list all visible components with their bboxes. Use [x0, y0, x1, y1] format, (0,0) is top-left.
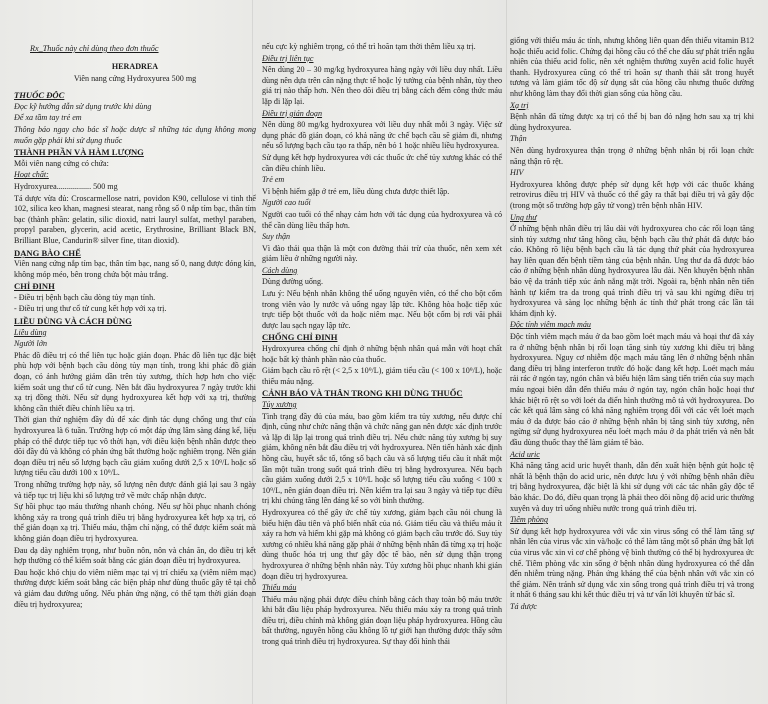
elderly-text: Người cao tuổi có thể nhạy cảm hơn với tác dụng của hydroxyurea và có thể cần dùng liều thấp hơn. — [262, 209, 502, 230]
toxic-line-1: Đọc kỹ hướng dẫn sử dụng trước khi dùng — [14, 101, 152, 111]
vasculitis-subheading: Độc tính viêm mạch máu — [510, 320, 591, 330]
renal-subheading: Suy thận — [262, 232, 291, 242]
anemia-subheading: Thiếu máu — [262, 583, 297, 593]
bone-marrow-text: Hydroxyurea có thể gây ức chế tủy xương, giảm bạch cầu nói chung là biểu hiện đầu tiên và phổ biến nhất của nó. Giảm tiểu cầu và thiếu máu ít xảy ra hơn và hiếm khi gặp mà không có giảm bạch cầu trước đó. Suy tủy xương có nhiều khả năng gặp phải ở những bệnh nhân đã từng xạ trị hoặc dùng thuốc hóa trị ung thư gây độc tế bào, nên sử dụng thận trọng hydroxyurea ở những bệnh nhân này. Tủy xương hồi phục nhanh khi gián đoạn điều trị hydroxyurea. — [262, 507, 502, 581]
cancer-text: Ở những bệnh nhân điều trị lâu dài với hydroxyurea cho các rối loạn tăng sinh tủy xương như tăng hồng cầu, bệnh bạch cầu thứ phát đã được báo cáo. Không rõ liệu bệnh bạch cầu là tác dụng thứ phát của hydroxyurea hay liên quan đến bệnh tiềm tàng của bệnh nhân. Ung thư da đã được báo cáo ở những bệnh nhân dùng hydroxyurea lâu dài. Nên khuyên bệnh nhân bảo vệ da tránh tiếp xúc ánh nắng mặt trời. Ngoài ra, bệnh nhân nên tiến hành tự kiểm tra da trong quá trình điều trị và sau khi ngừng điều trị hydroxyurea và sàng lọc những bệnh ác tính thứ phát trong các lần tái khám định kỳ. — [510, 224, 754, 318]
cancer-subheading: Ung thư — [510, 212, 537, 222]
dosage-paragraph: Đau hoặc khó chịu do viêm niêm mạc tại vị trí chiếu xạ (viêm niêm mạc) thường được kiểm soát bằng các biện pháp như dùng thuốc gây tê tại chỗ và giảm đau đường uống. Nếu phản ứng nặng, có thể tạm thời gián đoạn điều trị hydroxyurea; — [14, 567, 256, 609]
toxic-heading: THUỐC ĐỘC — [14, 90, 65, 101]
uric-acid-text: Khả năng tăng acid uric huyết thanh, dẫn đến xuất hiện bệnh gút hoặc tệ nhất là bệnh thận do acid uric, nên được lưu ý với những bệnh nhân điều trị bằng hydroxyurea, đặc biệt là khi sử dụng với các tác nhân gây độc tế bào khác. Do đó, điều quan trọng là phải theo dõi nồng độ acid uric thường xuyên và duy trì uống nhiều nước trong quá trình điều trị. — [510, 461, 754, 513]
indication-item: - Điều trị ung thư cổ tử cung kết hợp với xạ trị. — [14, 304, 167, 314]
indication-heading: CHỈ ĐỊNH — [14, 281, 55, 292]
composition-line: Mỗi viên nang cứng có chứa: — [14, 158, 109, 168]
dosage-subheading: Liều dùng — [14, 327, 47, 337]
contraindication-heading: CHỐNG CHỈ ĐỊNH — [262, 332, 338, 343]
continuous-text: Nên dùng 20 – 30 mg/kg hydroxyurea hàng ngày với liều duy nhất. Liều dùng nên dựa trên cân nặng thực tế hoặc lý tưởng của bệnh nhân, tùy theo giá trị nào thấp hơn. Nên theo dõi điều trị bằng cách đếm công thức máu lặp đi lặp lại. — [262, 65, 502, 106]
combination-text: Sử dụng kết hợp hydroxyurea với các thuốc ức chế tủy xương khác có thể cần điều chỉnh liều. — [262, 152, 502, 173]
excipients-subheading: Tá dược — [510, 601, 537, 611]
dosage-paragraph: Sự hồi phục tạo máu thường nhanh chóng. Nếu sự hồi phục nhanh chóng không xảy ra trong quá trình điều trị bằng hydroxyurea kết hợp xạ trị, có thể gián đoạn xạ trị. Thiếu máu, thậm chí nặng, có thể được kiểm soát mà không gián đoạn điều trị hydroxyurea. — [14, 502, 256, 543]
radiotherapy-subheading: Xạ trị — [510, 100, 529, 110]
renal-text: Vì đào thải qua thận là một con đường thải trừ của thuốc, nên xem xét giảm liều ở những người này. — [262, 243, 502, 264]
uric-acid-subheading: Acid uric — [510, 449, 540, 459]
toxic-line-2: Để xa tầm tay trẻ em — [14, 113, 82, 123]
kidney-subheading: Thận — [510, 134, 527, 144]
continued-text: giống với thiếu máu ác tính, nhưng không liên quan đến thiếu vitamin B12 hoặc thiếu acid folic. Chứng đại hồng cầu có thể che dấu sự phát triển ngẫu nhiên của thiếu acid folic, nên xét nghiệm thường xuyên acid folic huyết thanh. Hydroxyurea cũng có thể trì hoãn sự thanh thải sắt trong huyết tương và làm giảm tốc độ sử dụng sắt của hồng cầu nhưng thuốc dường như không làm thay đổi thời gian sống của hồng cầu. — [510, 36, 754, 98]
continuous-subheading: Điều trị liên tục — [262, 53, 314, 63]
administration-subheading: Cách dùng — [262, 265, 298, 275]
dosage-paragraph: Đau dạ dày nghiêm trọng, như buồn nôn, nôn và chán ăn, do điều trị kết hợp thường có thể kiểm soát bằng các gián đoạn điều trị hydroxyurea. — [14, 545, 256, 566]
bone-marrow-subheading: Tủy xương — [262, 400, 297, 409]
column-2 — [262, 42, 502, 649]
brand-name: HERADREA — [111, 62, 159, 71]
continued-text: nếu cực kỳ nghiêm trọng, có thể trì hoãn tạm thời thêm liều xạ trị. — [262, 42, 476, 51]
contraindication-text: Giảm bạch cầu rõ rệt (< 2,5 x 10⁹/L), giảm tiểu cầu (< 100 x 10⁹/L), hoặc thiếu máu nặng. — [262, 366, 502, 386]
intermittent-subheading: Điều trị gián đoạn — [262, 108, 323, 118]
column-1 — [14, 56, 256, 611]
indication-item: - Điều trị bệnh bạch cầu dòng tủy mạn tính. — [14, 292, 156, 302]
column-3 — [510, 36, 754, 613]
contraindication-text: Hydroxyurea chống chỉ định ở những bệnh nhân quá mẫn với hoạt chất hoặc bất kỳ thành phần nào của thuốc. — [262, 344, 502, 364]
administration-text: Dùng đường uống. — [262, 277, 324, 287]
toxic-line-3: Thông báo ngay cho bác sĩ hoặc dược sĩ những tác dụng không mong muốn gặp phải khi sử dụng thuốc — [14, 124, 256, 145]
administration-note: Lưu ý: Nếu bệnh nhân không thể uống nguyên viên, có thể cho bột cốm trong viên vào ly nước và uống ngay lập tức. Không hòa hoặc tiếp xúc trực tiếp bột thuốc với da hoặc niêm mạc. Nếu bột cốm bị rơi vãi phải được lau sạch ngay lập tức. — [262, 289, 502, 330]
hiv-subheading: HIV — [510, 168, 524, 178]
dosage-heading: LIỀU DÙNG VÀ CÁCH DÙNG — [14, 316, 132, 327]
hiv-text: Hydroxyurea không được phép sử dụng kết hợp với các thuốc kháng retrovirus điều trị HIV và thuốc có thể gây ra thất bại điều trị và gây độc (trong một số trường hợp gây tử vong) trên bệnh nhân HIV. — [510, 179, 754, 210]
vaccination-subheading: Tiêm phòng — [510, 515, 548, 525]
dosage-paragraph: Thời gian thử nghiệm đầy đủ để xác định tác dụng chống ung thư của hydroxyurea là 6 tuần. Trường hợp có một đáp ứng lâm sàng đáng kể, liệu pháp có thể được tiếp tục vô thời hạn, với điều kiện bệnh nhân được theo dõi đầy đủ và không có phản ứng bất thường hoặc nghiêm trọng. Nên gián đoạn điều trị nếu số lượng bạch cầu giảm xuống dưới 2,5 x 10⁹/L hoặc số lượng tiểu cầu dưới 100 x 10⁹/L. — [14, 415, 256, 478]
dosage-paragraph: Trong những trường hợp này, số lượng nên được đánh giá lại sau 3 ngày và tiếp tục trị liệu khi số lượng trở về mức chấp nhận được. — [14, 479, 256, 500]
elderly-subheading: Người cao tuổi — [262, 198, 311, 208]
dosage-paragraph: Phác đồ điều trị có thể liên tục hoặc gián đoạn. Phác đồ liên tục đặc biệt phù hợp với bệnh bạch cầu dòng tủy mạn tính, trong khi phác đồ gián đoạn, có ảnh hưởng giảm dần trên tủy xương, thích hợp hơn cho việc kiểm soát ung thư cổ tử cung. Nên bắt đầu hydroxyurea 7 ngày trước khi xạ trị đồng thời. Nếu sử dụng hydroxyurea kết hợp với xạ trị, thường không cần thiết điều chỉnh liều xạ trị. — [14, 350, 256, 413]
composition-heading: THÀNH PHẦN VÀ HÀM LƯỢNG — [14, 147, 144, 158]
bone-marrow-text: Tình trạng đầy đủ của máu, bao gồm kiểm tra tủy xương, nếu được chỉ định, cũng như chức năng thận và chức năng gan nên được xác định trước và lặp đi lặp lại trong quá trình điều trị. Nếu chức năng tủy xương bị suy giảm, không nên bắt đầu điều trị với hydroxyurea. Nên tiến hành xác định hồng cầu, huyết sắc tố, tổng số bạch cầu và số lượng tiểu cầu ít nhất một lần một tuần trong suốt quá trình điều trị bằng hydroxyurea. Nếu bạch cầu giảm xuống dưới 2,5 x 10⁹/L hoặc số lượng tiểu cầu xuống < 100 x 10⁹/L, nên gián đoạn điều trị. Nên kiểm tra lại sau 3 ngày và tiếp tục điều trị khi chúng tăng lên đáng kể so với bình thường. — [262, 411, 502, 506]
form-heading: DẠNG BÀO CHẾ — [14, 247, 81, 258]
anemia-text: Thiếu máu nặng phải được điều chỉnh bằng cách thay toàn bộ máu trước khi bắt đầu liệu pháp hydroxyurea. Nếu thiếu máu xảy ra trong quá trình điều trị, điều chỉnh mà không gián đoạn liệu pháp hydroxyurea. Hồng cầu bất thường, nguyên hồng cầu không lồ tự giới hạn thường được thấy sớm trong quá trình điều trị hydroxyurea. Sự thay đổi hình thái — [262, 594, 502, 647]
children-subheading: Trẻ em — [262, 175, 285, 185]
warnings-heading: CẢNH BÁO VÀ THẬN TRỌNG KHI DÙNG THUỐC — [262, 388, 463, 399]
intermittent-text: Nên dùng 80 mg/kg hydroxyurea với liều duy nhất mỗi 3 ngày. Việc sử dụng phác đồ gián đoạn, có khả năng ức chế bạch cầu sẽ giảm đi, nhưng nếu số lượng bạch cầu tạo ra thấp, nên bỏ 1 hoặc nhiều liều hydroxyurea. — [262, 120, 502, 151]
active-line: Hydroxyurea................. 500 mg — [14, 181, 118, 191]
active-heading: Hoạt chất: — [14, 170, 49, 180]
radiotherapy-text: Bệnh nhân đã từng được xạ trị có thể bị ban đỏ nặng hơn sau xạ trị khi dùng hydroxyurea. — [510, 112, 754, 132]
fold-line — [506, 0, 507, 704]
prescription-notice: Rx_Thuốc này chỉ dùng theo đơn thuốc — [30, 44, 159, 53]
excipients-text: Tá dược vừa đủ: Croscarmellose natri, povidon K90, cellulose vi tinh thể 102, silica keo khan, magnesi stearat, nang rỗng số 0 nắp tím bạc, thân tím bạc (thành phần: gelatin, silic dioxid, natri lauryl sulfat, methyl paraben, propyl paraben, glycerin, acid acetic, Erythrosine, Brilliant Black BN, Brilliant Blue, Candurin® silver fine, titan dioxid). — [14, 193, 256, 245]
form-text: Viên nang cứng nắp tím bạc, thân tím bạc, nang số 0, nang được đóng kín, không móp méo, bên trong chứa bột màu trắng. — [14, 259, 256, 279]
children-text: Vì bệnh hiếm gặp ở trẻ em, liều dùng chưa được thiết lập. — [262, 186, 450, 196]
product-line: Viên nang cứng Hydroxyurea 500 mg — [73, 73, 197, 83]
kidney-text: Nên dùng hydroxyurea thận trọng ở những bệnh nhân bị rối loạn chức năng thận rõ rệt. — [510, 145, 754, 166]
vasculitis-text: Độc tính viêm mạch máu ở da bao gồm loét mạch máu và hoại thư đã xảy ra ở những bệnh nhân bị rối loạn tăng sinh tủy xương khi điều trị bằng hydroxyurea. Nguy cơ nhiễm độc mạch máu tăng lên ở những bệnh nhân đang điều trị bằng interferon trước đó hoặc đang kết hợp. Loét mạch máu rải rác ở ngón tay, ngón chân và biểu hiện lâm sàng tiến triển của suy mạch máu ngoại biên dẫn đến thiếu máu ở ngón tay, ngón chân hoặc hoại thư khác biệt rõ rệt so với loét da điển hình thường mô tả với hydroxyurea. Do các kết quả lâm sàng có khả năng nghiêm trọng đối với các vết loét mạch máu ở da được báo cáo ở những bệnh nhân bị tăng sinh tủy xương, nên ngừng sử dụng hydroxyurea nếu loét mạch máu ở da phát triển và nên bắt đầu dùng thuốc thay thế làm giảm tế bào. — [510, 332, 754, 447]
vaccination-text: Sử dụng kết hợp hydroxyurea với vắc xin virus sống có thể làm tăng sự nhân lên của virus vắc xin và/hoặc có thể làm tăng một số phản ứng bất lợi của virus vắc xin vì cơ chế phòng vệ bình thường có thể bị hydroxyurea ức chế. Tiêm phòng vắc xin sống ở bệnh nhân dùng hydroxyurea có thể dẫn đến nhiễm trùng nặng. Phản ứng kháng thể của bệnh nhân với vắc xin có thể giảm. Nên tránh sử dụng vắc xin sống trong quá trình điều trị và trong ít nhất 6 tháng sau khi kết thúc điều trị và tư vấn lời khuyên từ bác sĩ. — [510, 526, 754, 600]
adult-subheading: Người lớn — [14, 339, 48, 349]
